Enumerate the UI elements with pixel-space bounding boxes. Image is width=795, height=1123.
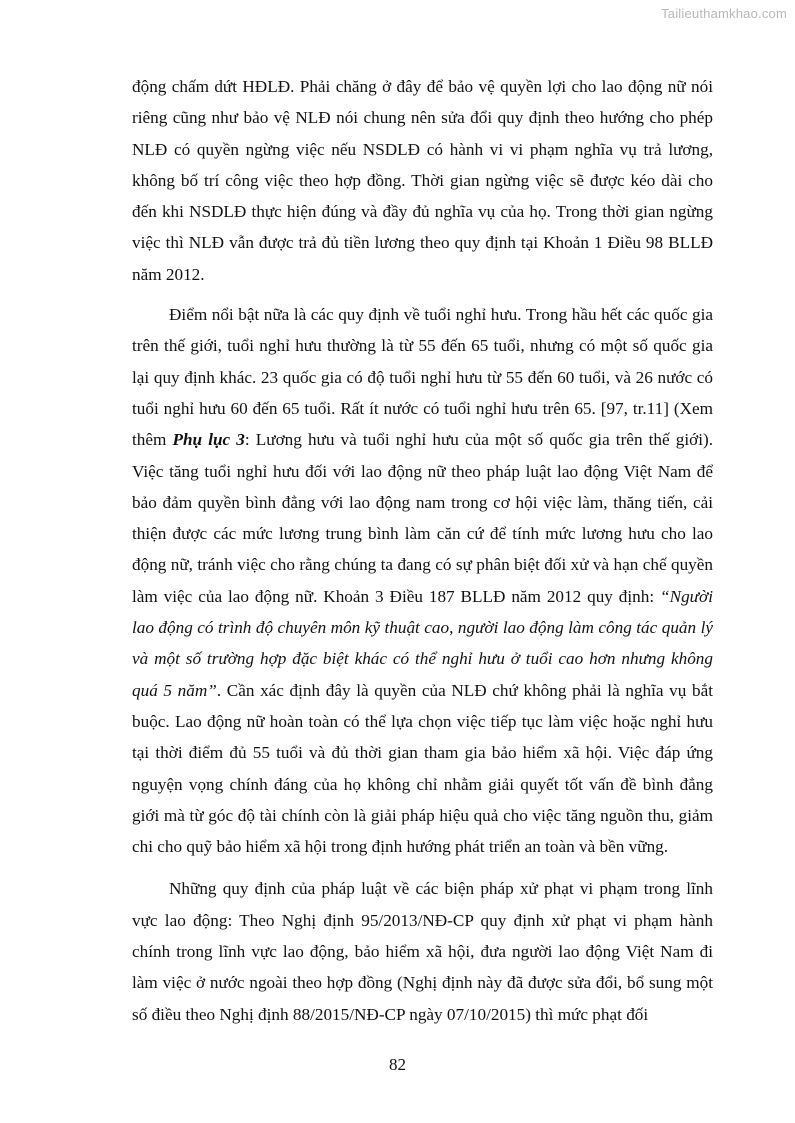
page-number: 82 bbox=[389, 1055, 406, 1074]
appendix-reference: Phụ lục 3 bbox=[172, 430, 245, 450]
paragraph-retirement-age bbox=[132, 299, 713, 862]
paragraph-text: : Lương hưu và tuổi nghỉ hưu của một số quốc gia trên thế giới). Việc tăng tuổi nghỉ hưu đối với lao động nữ theo pháp luật lao động Việt Nam để bảo đảm quyền bình đẳng với lao động nam trong cơ hội việc làm, thăng tiến, cải thiện được các mức lương trung bình làm căn cứ để tính mức lương hưu cho lao động nữ, tránh việc cho rằng chúng ta đang có sự phân biệt đối xử và hạn chế quyền làm việc của lao động nữ. Khoản 3 Điều 187 BLLĐ năm 2012 quy định: bbox=[132, 430, 713, 606]
paragraph-text: . Cần xác định đây là quyền của NLĐ chứ không phải là nghĩa vụ bắt buộc. Lao động nữ hoàn toàn có thể lựa chọn việc tiếp tục làm việc hoặc nghỉ hưu tại thời điểm đủ 55 tuổi và đủ thời gian tham gia bảo hiểm xã hội. Việc đáp ứng nguyện vọng chính đáng của họ không chỉ nhằm giải quyết tốt vấn đề bình đẳng giới mà từ góc độ tài chính còn là giải pháp hiệu quả cho việc tăng nguồn thu, giảm chi cho quỹ bảo hiểm xã hội trong định hướng phát triển an toàn và bền vững. bbox=[132, 680, 713, 857]
paragraph-text: Điểm nổi bật nữa là các quy định về tuổi nghỉ hưu. Trong hầu hết các quốc gia trên thế giới, tuổi nghỉ hưu thường là từ 55 đến 65 tuổi, nhưng có một số quốc gia lại quy định khác. 23 quốc gia có độ tuổi nghỉ hưu từ 55 đến 60 tuổi, và 26 nước có tuổi nghỉ hưu 60 đến 65 tuổi. Rất ít nước có tuổi nghỉ hưu trên 65. [97, tr.11] (Xem thêm bbox=[132, 305, 713, 450]
watermark-text: Tailieuthamkhao.com bbox=[661, 6, 787, 21]
paragraph-sanctions: Những quy định của pháp luật về các biện pháp xử phạt vi phạm trong lĩnh vực lao động: Theo Nghị định 95/2013/NĐ-CP quy định xử phạt vi phạm hành chính trong lĩnh vực lao động, bảo hiểm xã hội, đưa người lao động Việt Nam đi làm việc ở nước ngoài theo hợp đồng (Nghị định này đã được sửa đổi, bổ sung một số điều theo Nghị định 88/2015/NĐ-CP ngày 07/10/2015) thì mức phạt đối bbox=[132, 879, 713, 1024]
law-quote: “Người lao động có trình độ chuyên môn kỹ thuật cao, người lao động làm công tác quản lý và một số trường hợp đặc biệt khác có thể nghỉ hưu ở tuổi cao hơn nhưng không quá 5 năm” bbox=[132, 586, 713, 700]
page-body bbox=[132, 71, 713, 1030]
paragraph-continuation: động chấm dứt HĐLĐ. Phải chăng ở đây để bảo vệ quyền lợi cho lao động nữ nói riêng cũng như bảo vệ NLĐ nói chung nên sửa đổi quy định theo hướng cho phép NLĐ có quyền ngừng việc nếu NSDLĐ có hành vi vi phạm nghĩa vụ trả lương, không bố trí công việc theo hợp đồng. Thời gian ngừng việc sẽ được kéo dài cho đến khi NSDLĐ thực hiện đúng và đầy đủ nghĩa vụ của họ. Trong thời gian ngừng việc thì NLĐ vẫn được trả đủ tiền lương theo quy định tại Khoản 1 Điều 98 BLLĐ năm 2012. bbox=[132, 77, 713, 284]
